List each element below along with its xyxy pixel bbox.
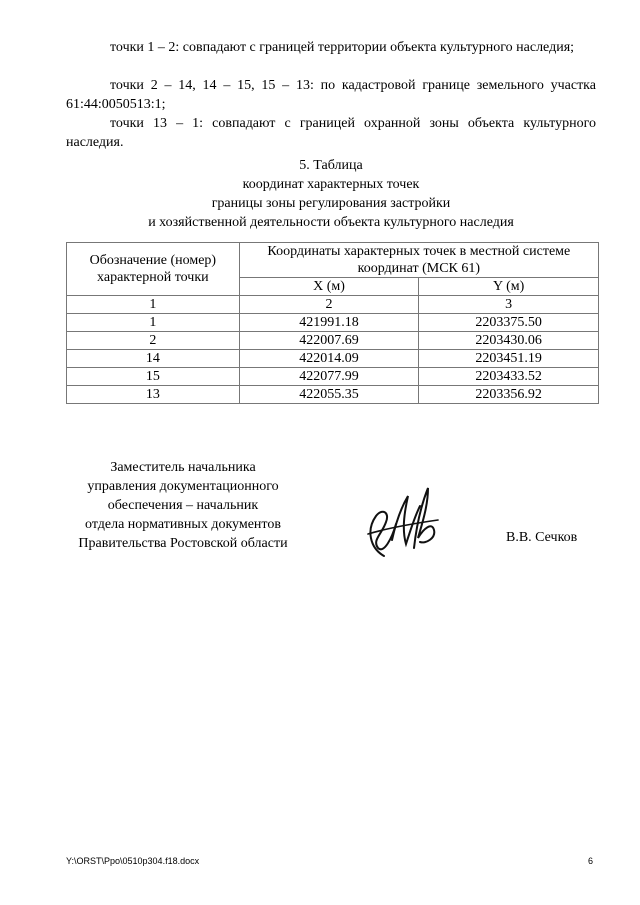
point-cell: 14	[67, 350, 240, 368]
column-number: 3	[419, 296, 599, 314]
y-cell: 2203356.92	[419, 386, 599, 404]
signatory-position-line: Заместитель начальника	[110, 460, 256, 475]
y-cell: 2203430.06	[419, 332, 599, 350]
table-title-line: 5. Таблица	[299, 158, 363, 173]
footer-file-path: Y:\ORST\Ppo\0510p304.f18.docx	[66, 856, 200, 866]
handwritten-signature	[362, 478, 442, 564]
table-row	[67, 368, 599, 386]
x-cell: 422055.35	[239, 386, 419, 404]
signatory-position-line: Правительства Ростовской области	[78, 536, 288, 551]
table-row	[67, 386, 599, 404]
point-cell: 1	[67, 314, 240, 332]
signatory-position-line: управления документационного	[87, 479, 279, 494]
paragraph-points-2-13: точки 2 – 14, 14 – 15, 15 – 13: по кадастровой границе земельного участка 61:44:0050513:1;	[66, 78, 596, 112]
column-number: 2	[239, 296, 419, 314]
table-title	[66, 156, 596, 232]
y-cell: 2203451.19	[419, 350, 599, 368]
y-column-header: Y (м)	[419, 278, 599, 296]
x-cell: 422077.99	[239, 368, 419, 386]
table-row	[67, 350, 599, 368]
y-cell: 2203375.50	[419, 314, 599, 332]
point-cell: 2	[67, 332, 240, 350]
point-column-header: Обозначение (номер) характерной точки	[67, 243, 240, 296]
point-cell: 13	[67, 386, 240, 404]
coords-group-header: Координаты характерных точек в местной системе координат (МСК 61)	[239, 243, 598, 278]
paragraph-points-13-1: точки 13 – 1: совпадают с границей охранной зоны объекта культурного наследия.	[66, 116, 596, 150]
column-numbers-row	[67, 296, 599, 314]
table-title-line: и хозяйственной деятельности объекта культурного наследия	[148, 215, 514, 230]
paragraph-points-1-2: точки 1 – 2: совпадают с границей территории объекта культурного наследия;	[110, 40, 575, 55]
table-title-line: координат характерных точек	[242, 177, 420, 192]
signatory-position	[60, 458, 306, 553]
x-cell: 421991.18	[239, 314, 419, 332]
page-number: 6	[588, 856, 594, 866]
x-cell: 422007.69	[239, 332, 419, 350]
x-column-header: X (м)	[239, 278, 419, 296]
point-cell: 15	[67, 368, 240, 386]
signatory-position-line: обеспечения – начальник	[107, 498, 259, 513]
table-header-row	[67, 243, 599, 278]
column-number: 1	[67, 296, 240, 314]
table-row	[67, 314, 599, 332]
signatory-position-line: отдела нормативных документов	[85, 517, 281, 532]
table-row	[67, 332, 599, 350]
coordinates-table	[66, 242, 599, 404]
signatory-name: В.В. Сечков	[506, 530, 578, 545]
y-cell: 2203433.52	[419, 368, 599, 386]
table-title-line: границы зоны регулирования застройки	[211, 196, 451, 211]
x-cell: 422014.09	[239, 350, 419, 368]
